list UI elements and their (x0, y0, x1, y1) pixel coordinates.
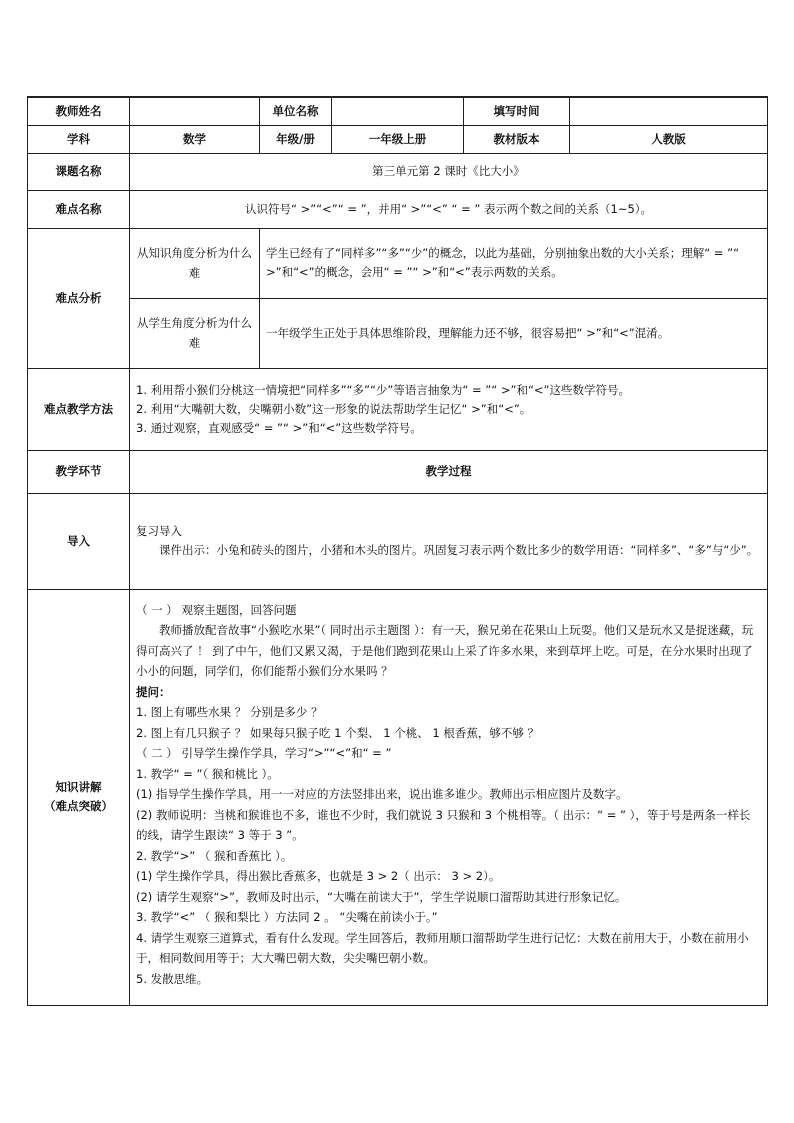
difficulty-label: 难点名称 (28, 190, 130, 228)
knowledge-line-14: 4. 请学生观察三道算式，看有什么发现。学生回答后，教师用顺口溜帮助学生进行记忆：大数在前用大于，小数在前用小于，相同数间用等于；大大嘴巴朝大数，尖尖嘴巴朝小数。 (136, 930, 749, 965)
knowledge-line-13: 3. 教学“<” （ 猴和梨比 ）方法同 2 。 “尖嘴在前读小于。” (136, 910, 438, 924)
lesson-plan-table (27, 96, 768, 1006)
methods-item-3: 3. 通过观察，直观感受“ = ”“ >”和“<”这些数学符号。 (136, 420, 422, 435)
row-analysis-student (28, 298, 768, 368)
intro-label: 导入 (28, 493, 130, 589)
row-process-header (28, 450, 768, 493)
student-angle-label: 从学生角度分析为什么难 (130, 298, 260, 368)
topic-value: 第三单元第 2 课时《比大小》 (130, 153, 768, 190)
knowledge-line-2: 教师播放配音故事“小猴吃水果”（ 同时出示主题图 ）：有一天，猴兄弟在花果山上玩耍。他们又是玩水又是捉迷藏，玩得可高兴了 ！ 到了中午，他们又累又渴，于是他们跑到花果山上采了许多水果，来到草坪上吃。可是，在分水果时出现了小小的问题，同学们，你们能帮小猴们分水果吗 ？ (136, 623, 754, 678)
subject-label: 学科 (28, 125, 130, 153)
edition-label: 教材版本 (464, 125, 570, 153)
intro-text: 课件出示：小兔和砖头的图片，小猪和木头的图片。巩固复习表示两个数比多少的数学用语：“同样多”、“多”与“少”。 (159, 543, 759, 557)
knowledge-content (130, 589, 768, 1005)
knowledge-line-15: 5. 发散思维。 (136, 971, 209, 986)
knowledge-line-12: (2) 请学生观察“>”，教师及时出示，“大嘴在前读大于”，学生学说顺口溜帮助其进行形象记忆。 (136, 889, 627, 904)
row-analysis-knowledge (28, 228, 768, 298)
knowledge-line-4: 1. 图上有哪些水果 ？ 分别是多少 ？ (136, 705, 323, 719)
row-methods (28, 368, 768, 450)
difficulty-value: 认识符号“ >”“<”“ = ”，并用“ >”“<” “ = ” 表示两个数之间的关系（1~5）。 (130, 190, 768, 228)
teacher-name-label: 教师姓名 (28, 97, 130, 125)
row-knowledge (28, 589, 768, 1005)
topic-label: 课题名称 (28, 153, 130, 190)
methods-item-2: 2. 利用“大嘴朝大数，尖嘴朝小数”这一形象的说法帮助学生记忆“ >”和“<”。 (136, 401, 532, 416)
knowledge-line-9: (2) 教师说明：当桃和猴谁也不多，谁也不少时，我们就说 3 只猴和 3 个桃相等。（ 出示：“ = ” ），等于号是两条一样长的线，请学生跟读“ 3 等于 3 ”。 (136, 807, 751, 842)
knowledge-line-3: 提问： (136, 684, 171, 699)
intro-title: 复习导入 (136, 524, 182, 538)
unit-name-label: 单位名称 (260, 97, 332, 125)
intro-content (130, 493, 768, 589)
knowledge-angle-text: 学生已经有了“同样多”“多”“少”的概念，以此为基础，分别抽象出数的大小关系；理解“ = ”“ >”和“<”的概念，会用“ = ”“ >”和“<”表示两数的关系。 (260, 228, 768, 298)
methods-list (136, 381, 761, 438)
process-stage-label: 教学环节 (28, 450, 130, 493)
knowledge-label-line1: 知识讲解 (55, 780, 102, 794)
knowledge-line-5: 2. 图上有几只猴子 ？ 如果每只猴子吃 1 个梨、 1 个桃、 1 根香蕉，够不够 ？ (136, 725, 539, 740)
row-topic (28, 153, 768, 190)
grade-value: 一年级上册 (332, 125, 464, 153)
student-angle-text: 一年级学生正处于具体思维阶段，理解能力还不够，很容易把“ >”和“<”混淆。 (260, 298, 768, 368)
lesson-plan-document (27, 96, 767, 1006)
process-label: 教学过程 (130, 450, 768, 493)
grade-label: 年级/册 (260, 125, 332, 153)
row-intro (28, 493, 768, 589)
analysis-label: 难点分析 (28, 228, 130, 368)
knowledge-line-10: 2. 教学“>” （ 猴和香蕉比 ）。 (136, 848, 293, 863)
knowledge-line-6: （ 二 ） 引导学生操作学具，学习“>”“<”和“ = ” (136, 746, 392, 760)
subject-value: 数学 (130, 125, 260, 153)
row-teacher-info (28, 97, 768, 125)
knowledge-label (28, 589, 130, 1005)
knowledge-label-line2: （难点突破） (44, 799, 113, 813)
row-difficulty (28, 190, 768, 228)
unit-name-value[interactable] (332, 97, 464, 125)
knowledge-line-8: (1) 指导学生操作学具，用一一对应的方法竖排出来，说出谁多谁少。教师出示相应图片及数字。 (136, 787, 628, 801)
knowledge-angle-label: 从知识角度分析为什么难 (130, 228, 260, 298)
teacher-name-value[interactable] (130, 97, 260, 125)
methods-content (130, 368, 768, 450)
row-subject-info (28, 125, 768, 153)
knowledge-line-1: （ 一 ） 观察主题图，回答问题 (136, 602, 297, 617)
fill-date-label: 填写时间 (464, 97, 570, 125)
methods-label: 难点教学方法 (28, 368, 130, 450)
knowledge-line-11: (1) 学生操作学具，得出猴比香蕉多，也就是 3 > 2（ 出示： 3 > 2）。 (136, 869, 501, 883)
edition-value: 人教版 (570, 125, 768, 153)
knowledge-line-7: 1. 教学“ = ”（ 猴和桃比 ）。 (136, 766, 279, 781)
methods-item-1: 1. 利用帮小猴们分桃这一情境把“同样多”“多”“少”等语言抽象为“ = ”“ >”和“<”这些数学符号。 (136, 382, 630, 397)
fill-date-value[interactable] (570, 97, 768, 125)
